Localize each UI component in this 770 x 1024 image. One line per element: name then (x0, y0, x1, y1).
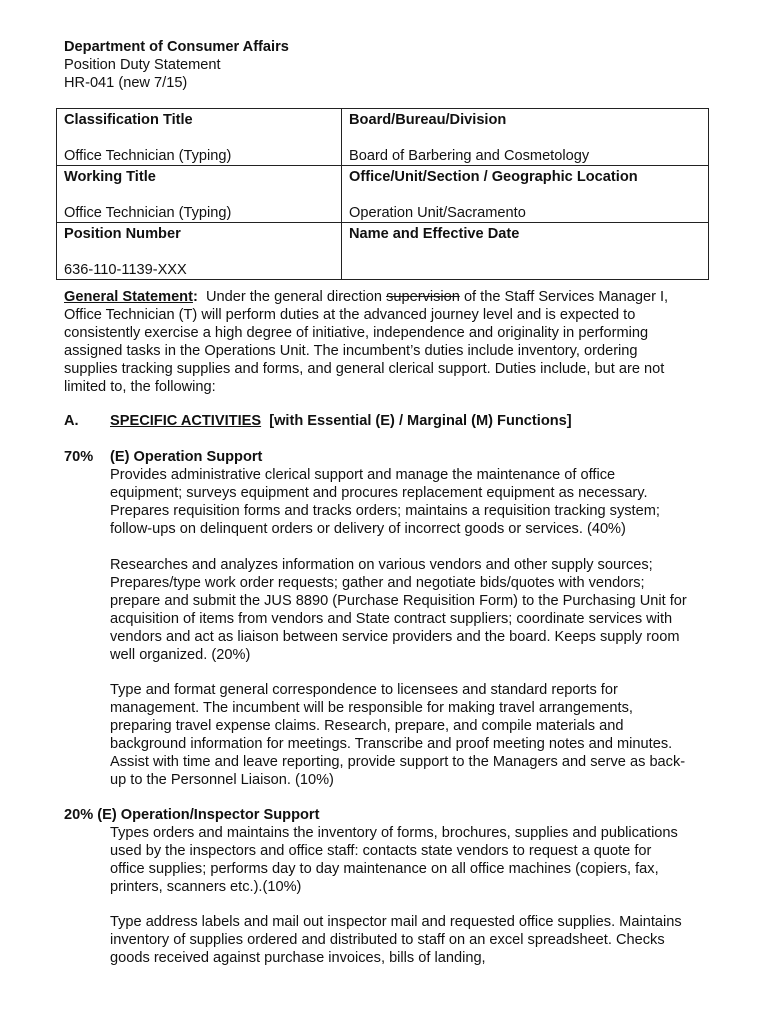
section-subtitle: [with Essential (E) / Marginal (M) Functions] (261, 413, 572, 429)
working-title-label: Working Title (64, 169, 156, 185)
board-label: Board/Bureau/Division (349, 112, 507, 128)
classification-title-value: Office Technician (Typing) (64, 148, 232, 164)
section-a-heading (64, 412, 572, 430)
table-row (57, 223, 709, 280)
general-statement-text-end: of the Staff Services Manager I, Office Technician (T) will perform duties at the advanced journey level and is expected to consistently exercise a high degree of initiative, independence and originality in performing assigned tasks in the Operations Unit. The incumbent’s duties include inventory, ordering supplies tracking supplies and forms, and general clerical support. Duties include, but are not limited to, the following: (64, 289, 669, 395)
position-number-cell (57, 223, 342, 280)
working-title-value: Office Technician (Typing) (64, 205, 232, 221)
activity-percent: 20% (64, 807, 94, 823)
table-row (57, 109, 709, 166)
board-value: Board of Barbering and Cosmetology (349, 148, 590, 164)
activity-heading (64, 806, 319, 824)
office-location-label: Office/Unit/Section / Geographic Location (349, 169, 638, 185)
section-letter: A. (64, 413, 79, 429)
document-header (64, 38, 289, 92)
working-title-cell (57, 166, 342, 223)
struck-word: supervision (386, 289, 460, 305)
table-row (57, 166, 709, 223)
activity-paragraph: Provides administrative clerical support and manage the maintenance of office equipment; surveys equipment and procures replacement equipment as necessary. Prepares requisition forms and tracks orders; maintains a requisition tracking system; follow-ups on delinquent orders or delivery of incorrect goods or services. (40%) (110, 467, 660, 537)
office-location-value: Operation Unit/Sacramento (349, 205, 526, 221)
activity-heading (64, 448, 262, 466)
activity-title: (E) Operation/Inspector Support (97, 807, 320, 823)
general-statement-label: General Statement (64, 289, 193, 305)
name-date-label: Name and Effective Date (349, 226, 520, 242)
general-statement-text-start: Under the general direction (197, 289, 387, 305)
form-title: Position Duty Statement (64, 57, 221, 73)
department-name: Department of Consumer Affairs (64, 39, 289, 55)
activity-paragraph: Researches and analyzes information on various vendors and other supply sources; Prepares/type work order requests; gather and negotiate bids/quotes with vendors; prepare and submit the JUS 8890 (Purchase Requisition Form) to the Purchasing Unit for acquisition of items from vendors and State contract suppliers; coordinate services with vendors and act as liaison between service providers and the board. Keeps supply room well organized. (20%) (110, 557, 687, 663)
section-title: SPECIFIC ACTIVITIES (110, 413, 262, 429)
activity-paragraph: Type address labels and mail out inspector mail and requested office supplies. Maintains inventory of supplies ordered and distributed to staff on an excel spreadsheet. Checks goods received against purchase invoices, bills of landing, (110, 914, 682, 966)
position-number-label: Position Number (64, 226, 181, 242)
position-number-value: 636-110-1139-XXX (64, 262, 187, 278)
general-statement-colon: : (192, 289, 198, 305)
classification-title-cell (57, 109, 342, 166)
activity-paragraph: Types orders and maintains the inventory of forms, brochures, supplies and publications used by the inspectors and office staff: contacts state vendors to request a quote for office supplies; performs day to day maintenance on all office machines (copiers, fax, printers, scanners etc.).(10%) (110, 825, 678, 895)
activity-paragraph: Type and format general correspondence to licensees and standard reports for management. The incumbent will be responsible for making travel arrangements, preparing travel expense claims. Research, prepare, and compile materials and background information for meetings. Transcribe and proof meeting notes and minutes. Assist with time and leave reporting, provide support to the Managers and serve as back-up to the Personnel Liaison. (10%) (110, 682, 686, 788)
form-number: HR-041 (new 7/15) (64, 75, 188, 91)
office-location-cell (342, 166, 709, 223)
general-statement (64, 288, 694, 396)
classification-title-label: Classification Title (64, 112, 193, 128)
board-cell (342, 109, 709, 166)
activity-percent: 70% (64, 449, 94, 465)
activity-title: (E) Operation Support (110, 449, 263, 465)
position-info-table (56, 108, 709, 280)
name-date-cell (342, 223, 709, 280)
